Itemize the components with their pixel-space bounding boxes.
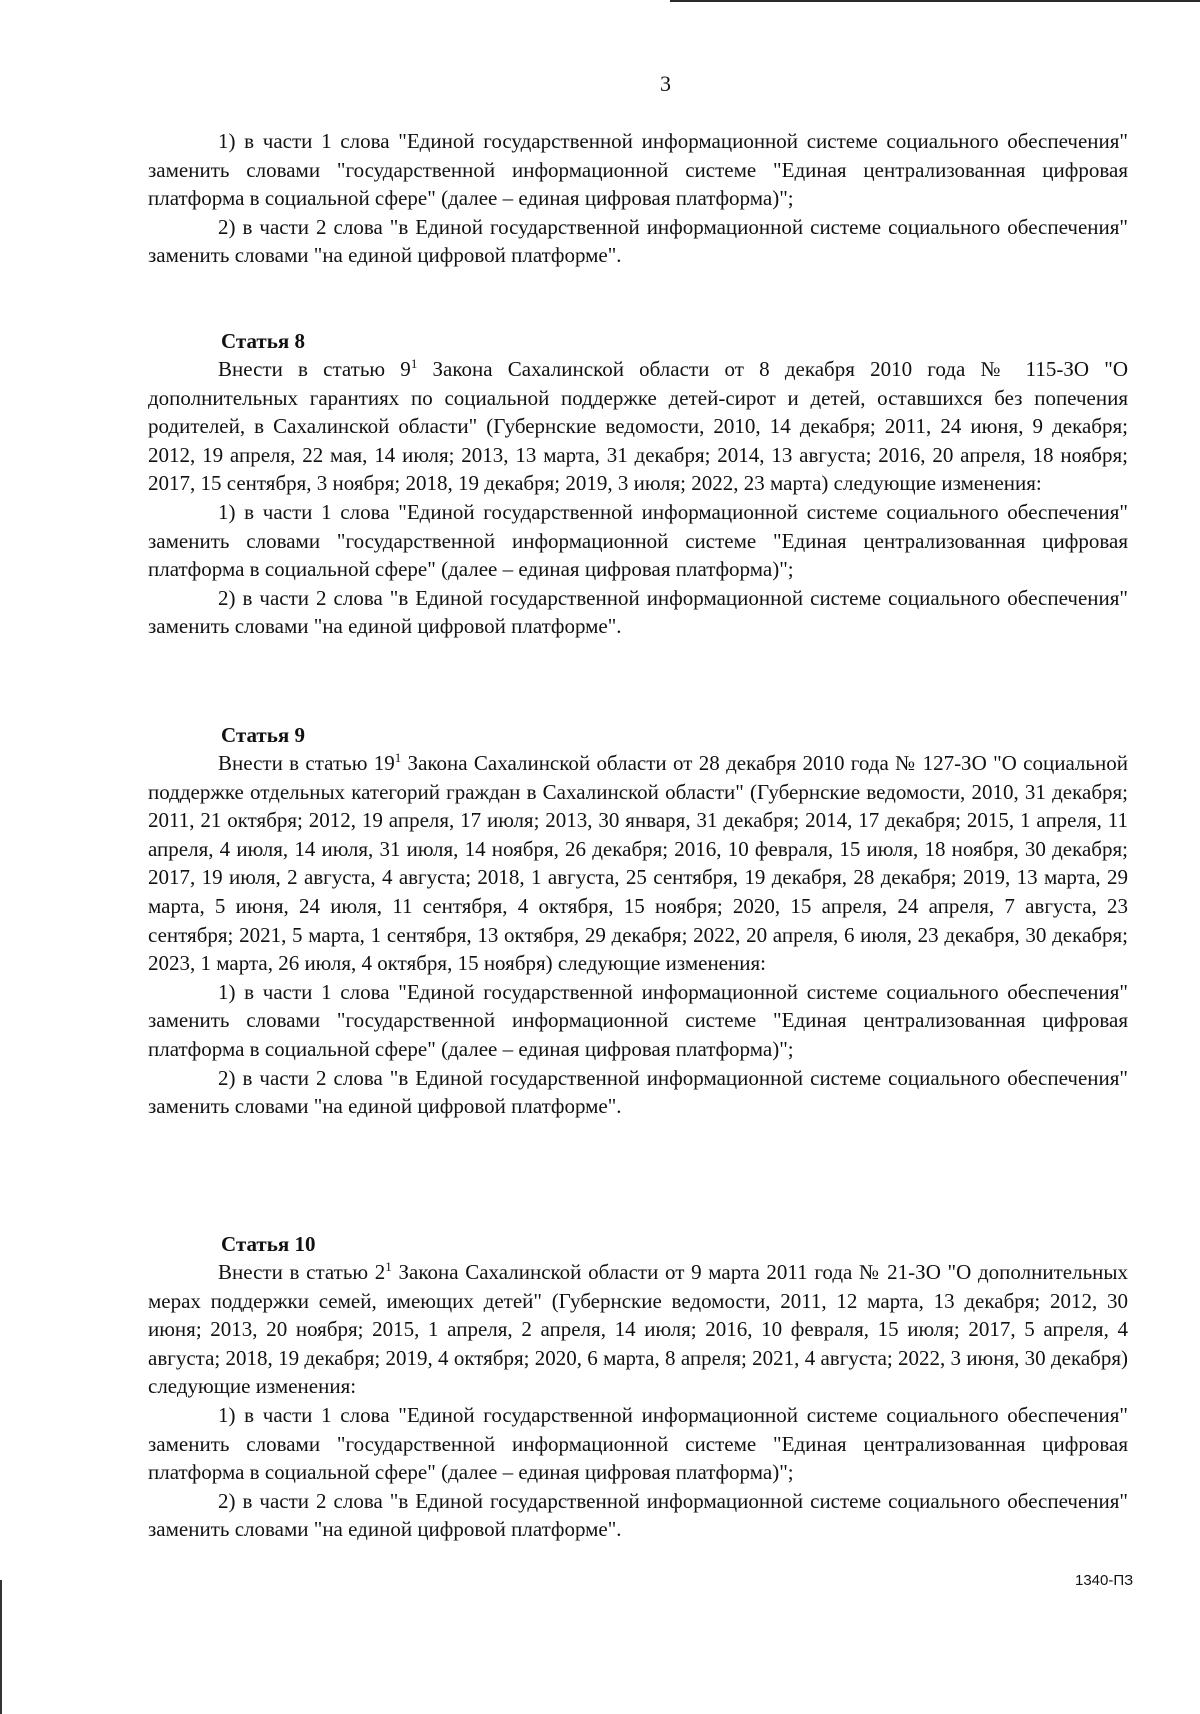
intro-items [148, 127, 1128, 270]
article-8-superscript: 1 [410, 356, 418, 371]
scan-edge-left [0, 1580, 2, 1714]
article-10-heading: Статья 10 [221, 1232, 316, 1256]
article-9-superscript: 1 [394, 750, 402, 765]
article-10-item-1: 1) в части 1 слова "Единой государственной информационной системе социального обеспечения" заменить словами "государственной информационной системе "Единая централизованная цифровая платформа в социальной сфере" (далее – единая цифровая платформа)"; [148, 1402, 1128, 1485]
article-10-lead: Внести в статью $2^1$ Закона Сахалинской области от 9 марта 2011 года № 21-ЗО "О дополнительных мерах поддержки семей, имеющих детей" (Губернские ведомости, 2011, 12 марта, 13 декабря; 2012, 30 июня; 2013, 20 ноября; 2015, 1 апреля, 2 апреля, 14 июля; 2016, 10 февраля, 15 июля; 2017, 5 апреля, 4 августа; 2018, 19 декабря; 2019, 4 октября; 2020, 6 марта, 8 апреля; 2021, 4 августа; 2022, 3 июня, 30 декабря) следующие изменения: [148, 1259, 1128, 1399]
document-code: 1340-ПЗ [1075, 1572, 1134, 1589]
article-10 [148, 1230, 1128, 1544]
article-9 [148, 721, 1128, 1121]
article-10-item-2: 2) в части 2 слова "в Единой государственной информационной системе социального обеспечения" заменить словами "на единой цифровой платформе". [148, 1488, 1128, 1542]
article-9-lead: Внести в статью $19^1$ Закона Сахалинской области от 28 декабря 2010 года № 127-ЗО "О социальной поддержке отдельных категорий граждан в Сахалинской области" (Губернские ведомости, 2010, 31 декабря; 2011, 21 октября; 2012, 19 апреля, 17 июля; 2013, 30 января, 31 декабря; 2014, 17 декабря; 2015, 1 апреля, 11 апреля, 4 июля, 14 июля, 31 июля, 14 ноября, 26 декабря; 2016, 10 февраля, 15 июля, 18 ноября, 30 декабря; 2017, 19 июля, 2 августа, 4 августа; 2018, 1 августа, 25 сентября, 19 декабря, 28 декабря; 2019, 13 марта, 29 марта, 5 июня, 24 июля, 11 сентября, 4 октября, 15 ноября; 2020, 15 апреля, 24 апреля, 7 августа, 23 сентября; 2021, 5 марта, 1 сентября, 13 октября, 29 декабря; 2022, 20 апреля, 6 июля, 23 декабря, 30 декабря; 2023, 1 марта, 26 июля, 4 октября, 15 ноября) следующие изменения: [148, 750, 1128, 976]
article-8-item-1: 1) в части 1 слова "Единой государственной информационной системе социального обеспечения" заменить словами "государственной информационной системе "Единая централизованная цифровая платформа в социальной сфере" (далее – единая цифровая платформа)"; [148, 499, 1128, 582]
article-8-item-2: 2) в части 2 слова "в Единой государственной информационной системе социального обеспечения" заменить словами "на единой цифровой платформе". [148, 585, 1128, 639]
intro-item-1: 1) в части 1 слова "Единой государственной информационной системе социального обеспечения" заменить словами "государственной информационной системе "Единая централизованная цифровая платформа в социальной сфере" (далее – единая цифровая платформа)"; [148, 129, 1128, 211]
article-8 [148, 327, 1128, 641]
article-9-heading: Статья 9 [221, 723, 305, 747]
intro-item-2: 2) в части 2 слова "в Единой государственной информационной системе социального обеспечения" заменить словами "на единой цифровой платформе". [148, 214, 1128, 268]
article-9-item-2: 2) в части 2 слова "в Единой государственной информационной системе социального обеспечения" заменить словами "на единой цифровой платформе". [148, 1065, 1128, 1119]
page-number: 3 [660, 71, 671, 96]
scan-edge-top [670, 0, 1200, 2]
article-10-superscript: 1 [385, 1259, 392, 1274]
article-8-heading: Статья 8 [221, 329, 305, 353]
article-9-item-1: 1) в части 1 слова "Единой государственной информационной системе социального обеспечения" заменить словами "государственной информационной системе "Единая централизованная цифровая платформа в социальной сфере" (далее – единая цифровая платформа)"; [148, 979, 1128, 1061]
article-8-lead: Внести в статью $9^1$ Закона Сахалинской области от 8 декабря 2010 года № 115-ЗО "О дополнительных гарантиях по социальной поддержке детей-сирот и детей, оставшихся без попечения родителей, в Сахалинской области" (Губернские ведомости, 2010, 14 декабря; 2011, 24 июня, 9 декабря; 2012, 19 апреля, 22 мая, 14 июля; 2013, 13 марта, 31 декабря; 2014, 13 августа; 2016, 20 апреля, 18 ноября; 2017, 15 сентября, 3 ноября; 2018, 19 декабря; 2019, 3 июля; 2022, 23 марта) следующие изменения: [148, 356, 1128, 496]
